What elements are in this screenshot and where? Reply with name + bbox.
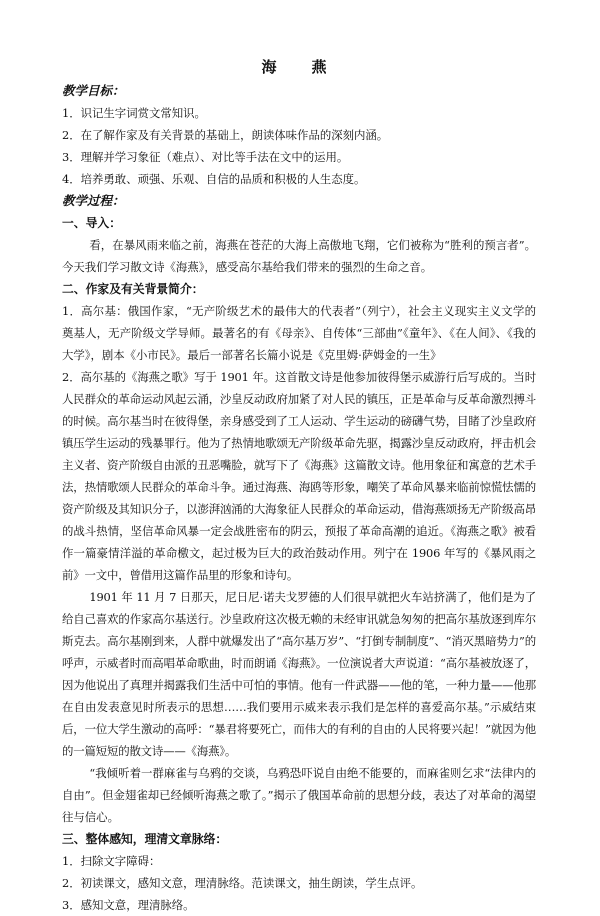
author-paragraph: 1．高尔基：俄国作家，“无产阶级艺术的最伟大的代表者”（列宁），社会主义现实主义文学的奠基人，无产阶级文学导师。最著名的有《母亲》、自传体“三部曲”《童年》、《在人间》、《我的大学》，剧本《小市民》。最后一部著名长篇小说是《克里姆·萨姆金的一生》 [62,304,536,362]
process-heading: 教学过程： [62,193,125,208]
overview-item: 2．初读课文，感知文意，理清脉络。范读课文，抽生朗读，学生点评。 [62,876,423,890]
overview-item: 1．扫除文字障碍： [62,854,161,868]
background-paragraph: 2．高尔基的《海燕之歌》写于 1901 年。这首散文诗是他参加彼得堡示威游行后写成的。当时人民群众的革命运动风起云涌，沙皇反动政府加紧了对人民的镇压，正是革命与反革命激烈搏斗的时候。高尔基当时在彼得堡，亲身感受到了工人运动、学生运动的磅礴气势，目睹了沙皇政府镇压学生运动的残暴罪行。他为了热情地歌颂无产阶级革命先驱，揭露沙皇反动政府，抨击机会主义者、资产阶级自由派的丑恶嘴脸，就写下了《海燕》这篇散文诗。他用象征和寓意的艺术手法，热情歌颂人民群众的革命斗争。通过海燕、海鸥等形象，嘲笑了革命风暴来临前惊慌怯懦的资产阶级及其知识分子，以澎湃汹涌的大海象征人民群众的革命运动，借海燕颂扬无产阶级高昂的战斗热情，坚信革命风暴一定会战胜密布的阴云，预报了革命高潮的追近。《海燕之歌》被看作一篇豪情洋溢的革命檄文，起过极为巨大的政治鼓动作用。列宁在 1906 年写的《暴风雨之前》一文中，曾借用这篇作品里的形象和诗句。 [62,370,536,582]
document-title: 海 燕 [261,58,337,76]
goal-item: 1．识记生字词赏文常知识。 [62,106,206,120]
goal-item: 3．理解并学习象征（难点）、对比等手法在文中的运用。 [62,150,349,164]
author-heading: 二、作家及有关背景简介： [62,282,204,296]
overview-item: 3．感知文意，理清脉络。 [62,898,195,912]
goal-item: 2．在了解作家及有关背景的基础上，朗读体味作品的深刻内涵。 [62,128,389,142]
goals-heading: 教学目标： [62,83,125,98]
goal-item: 4．培养勇敢、顽强、乐观、自信的品质和积极的人生态度。 [62,172,366,186]
intro-paragraph: 看，在暴风雨来临之前，海燕在苍茫的大海上高傲地飞翔，它们被称为“胜利的预言者”。今天我们学习散文诗《海燕》，感受高尔基给我们带来的强烈的生命之音。 [62,238,536,274]
overview-heading: 三、整体感知，理清文章脉络： [62,832,228,846]
intro-heading: 一、导入： [62,216,121,230]
send-off-paragraph: 1901 年 11 月 7 日那天，尼日尼·诺夫戈罗德的人们很早就把火车站挤满了，他们是为了给自己喜欢的作家高尔基送行。沙皇政府这次极无赖的未经审讯就急匆匆的把高尔基放逐到库尔斯克去。高尔基刚到来，人群中就爆发出了“高尔基万岁”、“打倒专制制度”、“消灭黑暗势力”的呼声，示威者时而高唱革命歌曲，时而朗诵《海燕》。一位演说者大声说道：“高尔基被放逐了，因为他说出了真理并揭露我们生活中可怕的事情。他有一件武器——他的笔，一种力量——他那在自由发表意见时所表示的思想……我们要用示威来表示我们是怎样的喜爱高尔基。”示威结束后，一位大学生激动的高呼：“暴君将要死亡，而伟大的有利的自由的人民将要兴起！”就因为他的一篇短短的散文诗——《海燕》。 [62,590,536,758]
quote-paragraph: “我倾听着一群麻雀与乌鸦的交谈，乌鸦恐吓说自由绝不能要的，而麻雀则乞求“法律内的自由”。但金翅雀却已经倾听海燕之歌了。”揭示了俄国革命前的思想分歧，表达了对革命的渴望往与信心。 [62,766,536,824]
